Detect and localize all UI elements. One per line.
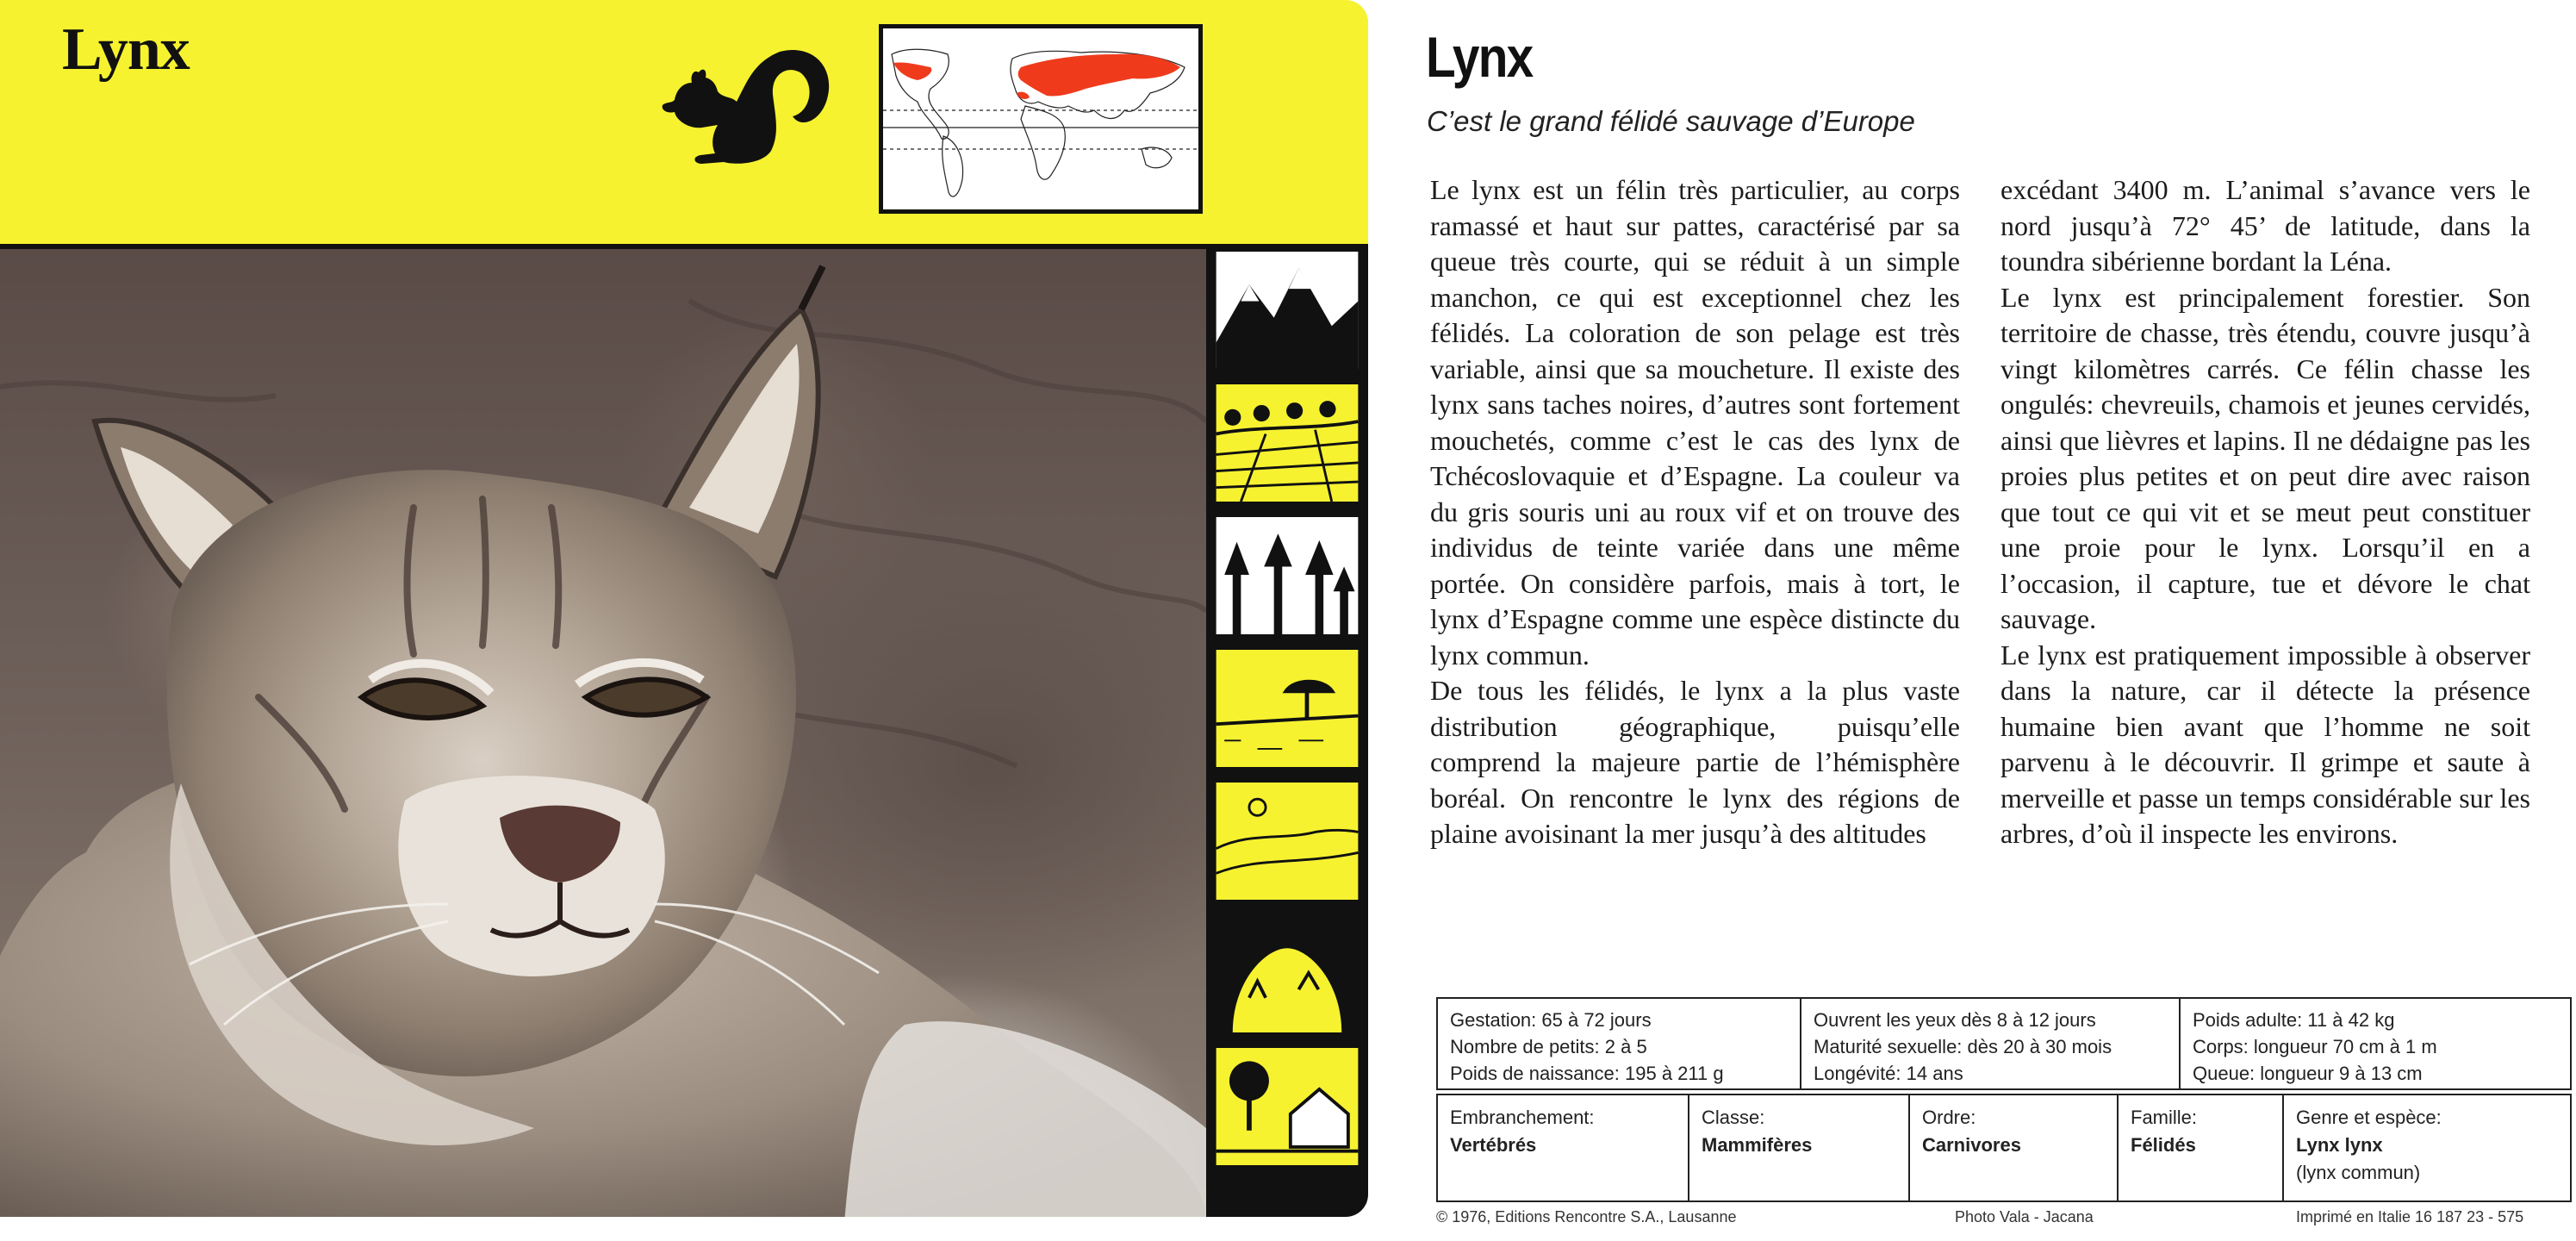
taxonomy-value: Carnivores (1922, 1134, 2021, 1156)
paragraph: Le lynx est principalement forestier. Son territoire de chasse, très étendu, couvre jusqu’à vingt kilomètres carrés. Ce félin chasse les ongulés: chevreuils, chamois et jeunes cervidés, ainsi que lièvres et lapins. Il ne dédaigne pas les proies plus petites et on peut dire avec raison que tout ce qui vit et se meut peut constituer une proie pour le lynx. Lorsqu’il en a l’occasion, il capture, tue et dévore le chat sauvage. (2000, 281, 2530, 634)
range-map (879, 24, 1203, 214)
farmland-habitat-icon (1213, 382, 1361, 504)
fact-line: Poids de naissance: 195 à 211 g (1450, 1063, 1724, 1084)
taxonomy-label: Ordre: (1922, 1107, 1976, 1128)
lynx-illustration (0, 249, 1206, 1217)
fact-line: Nombre de petits: 2 à 5 (1450, 1036, 1647, 1057)
paragraph: Le lynx est pratiquement impossible à observer dans la nature, car il détecte la présence humaine bien avant que l’homme ne soit parvenu à le découvrir. Il grimpe et saute à merveille et passe un temps considérable sur les arbres, d’où il inspecte les environs. (2000, 639, 2530, 849)
back-title: Lynx (1426, 25, 1533, 89)
text-column-left (1430, 172, 1960, 852)
card-header (0, 0, 1368, 244)
savanna-habitat-icon (1213, 647, 1361, 770)
paragraph: excédant 3400 m. L’animal s’avance vers le nord jusqu’à 72° 45’ de latitude, dans la toundra sibérienne bordant la Léna. (2000, 174, 2530, 277)
forest-habitat-icon (1213, 514, 1361, 637)
taxonomy-label: Genre et espèce: (2296, 1107, 2442, 1128)
fact-line: Poids adulte: 11 à 42 kg (2193, 1009, 2395, 1031)
card-footer (1436, 1205, 2572, 1231)
desert-habitat-icon (1213, 780, 1361, 902)
squirrel-icon (650, 34, 840, 172)
paragraph: Le lynx est un félin très particulier, au corps ramassé et haut sur pattes, caractérisé par sa queue très courte, qui se réduit à un simple manchon, ce qui est exceptionnel chez les félidés. La coloration de son pelage est très variable, ainsi que sa moucheture. Il existe des lynx sans taches noires, d’autres sont fortement mouchetés, comme c’est le cas des lynx de Tchécoslovaquie et d’Espagne. La couleur va du gris souris uni au roux vif et on trouve des individus de teinte variée dans une même portée. On considère parfois, mais à tort, le lynx d’Espagne comme une espèce distincte du lynx commun. (1430, 174, 1960, 670)
taxonomy-common-name: (lynx commun) (2296, 1162, 2421, 1183)
taxonomy-table (1436, 1094, 2572, 1202)
back-card (1378, 0, 2576, 1241)
lynx-photo (0, 244, 1206, 1217)
print-info: Imprimé en Italie 16 187 23 - 575 (2296, 1208, 2524, 1225)
cave-habitat-icon (1213, 913, 1361, 1035)
fact-line: Longévité: 14 ans (1814, 1063, 1963, 1084)
fact-line: Maturité sexuelle: dès 20 à 30 mois (1814, 1036, 2112, 1057)
back-subtitle: C’est le grand félidé sauvage d’Europe (1427, 105, 1915, 137)
facts-panel (1436, 997, 2572, 1202)
taxonomy-order (1910, 1095, 2117, 1200)
taxonomy-value: Vertébrés (1450, 1134, 1537, 1156)
taxonomy-value: Félidés (2131, 1134, 2196, 1156)
facts-table (1436, 997, 2572, 1090)
facts-reproduction (1438, 999, 1800, 1088)
fact-line: Corps: longueur 70 cm à 1 m (2193, 1036, 2437, 1057)
taxonomy-label: Classe: (1702, 1107, 1765, 1128)
mountain-habitat-icon (1213, 249, 1361, 371)
fact-line: Queue: longueur 9 à 13 cm (2193, 1063, 2423, 1084)
village-habitat-icon (1213, 1045, 1361, 1168)
paragraph: De tous les félidés, le lynx a la plus vaste distribution géographique, puisqu’elle comprend la majeure partie de l’hémisphère boréal. On rencontre le lynx des régions de plaine avoisinant la mer jusqu’à des altitudes (1430, 675, 1960, 849)
copyright-text: © 1976, Editions Rencontre S.A., Lausanne (1436, 1208, 1737, 1225)
taxonomy-class (1689, 1095, 1908, 1200)
taxonomy-value: Mammifères (1702, 1134, 1813, 1156)
text-column-right (2000, 172, 2530, 852)
taxonomy-label: Famille: (2131, 1107, 2198, 1128)
fact-line: Gestation: 65 à 72 jours (1450, 1009, 1652, 1031)
card-title: Lynx (62, 16, 190, 83)
taxonomy-family (2119, 1095, 2282, 1200)
habitat-strip (1206, 244, 1368, 1217)
fact-line: Ouvrent les yeux dès 8 à 12 jours (1814, 1009, 2096, 1031)
facts-size (2181, 999, 2570, 1088)
facts-development (1801, 999, 2179, 1088)
taxonomy-species (2284, 1095, 2570, 1200)
taxonomy-value: Lynx lynx (2296, 1134, 2383, 1156)
photo-credit: Photo Vala - Jacana (1955, 1208, 2094, 1225)
taxonomy-phylum (1438, 1095, 1688, 1200)
taxonomy-label: Embranchement: (1450, 1107, 1595, 1128)
